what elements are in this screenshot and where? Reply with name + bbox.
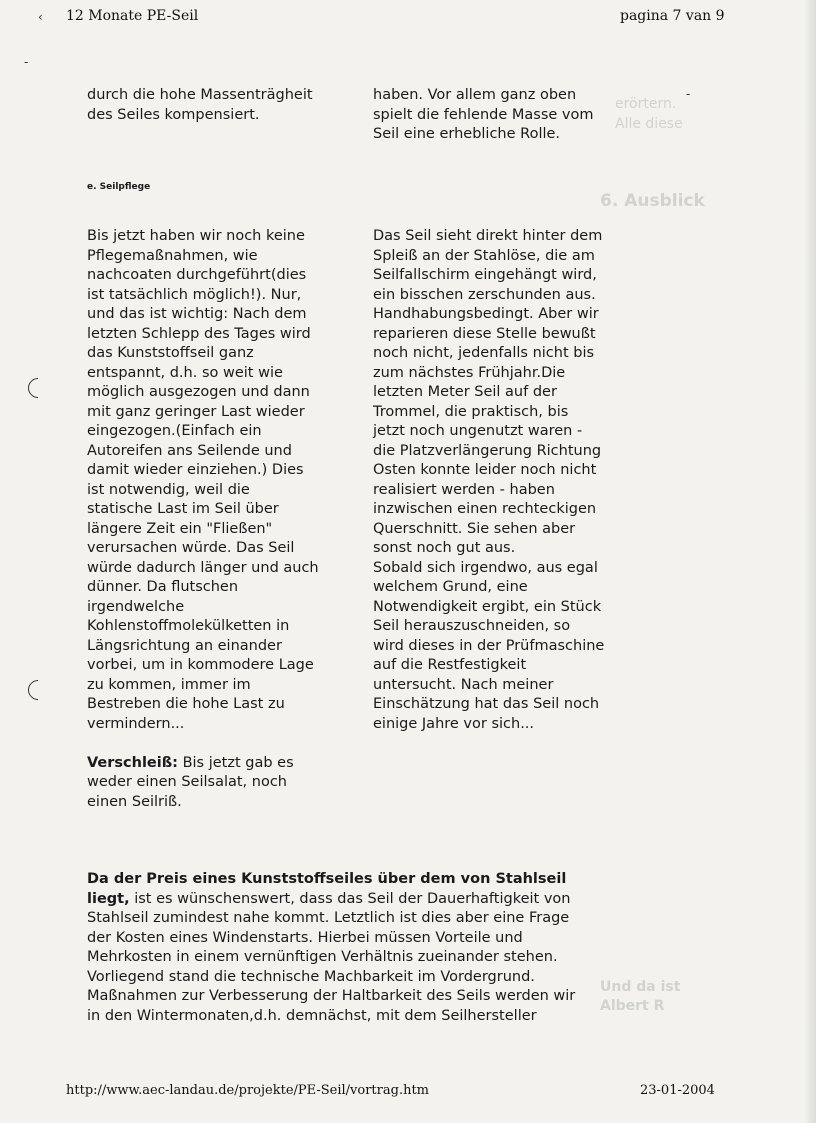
page-edge-shadow [804, 0, 816, 1123]
text-line: inzwischen einen rechteckigen [373, 501, 597, 517]
text-line: welchem Grund, eine [373, 579, 528, 595]
text-line: zu kommen, immer im [87, 676, 251, 693]
text-line: Sobald sich irgendwo, aus egal [373, 559, 598, 576]
bold-lead: Da der Preis eines Kunststoffseiles über dem von Stahlseil [87, 871, 567, 887]
bleed-through-ghost: Albert R [600, 998, 665, 1014]
scan-mark: - [24, 55, 29, 69]
text-line: jetzt noch ungenutzt waren - [373, 423, 583, 439]
text-line: Mehrkosten in einem vernünftigen Verhältnis zueinander stehen. [87, 949, 558, 965]
text-line: ist notwendig, weil die [87, 481, 250, 498]
punch-hole-mark [24, 374, 52, 402]
text-line: wird dieses in der Prüfmaschine [373, 637, 605, 654]
text-line: einige Jahre vor sich... [373, 715, 535, 732]
text-line: reparieren diese Stelle bewußt [373, 325, 596, 342]
text-line: Bestreben die hohe Last zu [87, 696, 285, 712]
text-line: ist es wünschenswert, dass das Seil der Dauerhaftigkeit von [129, 890, 571, 907]
text-line: sonst noch gut aus. [373, 540, 516, 556]
bold-lead-end: liegt, [87, 890, 130, 907]
text-line: Kohlenstoffmolekülketten in [87, 618, 290, 634]
text-line: durch die hohe Massenträgheit [87, 87, 313, 103]
text-line: letzten Schlepp des Tages wird [87, 325, 311, 342]
text-line: Das Seil sieht direkt hinter dem [373, 228, 603, 244]
text-line: damit wieder einziehen.) Dies [87, 462, 304, 478]
bottom-paragraph [87, 870, 687, 1026]
wear-label: Verschleiß: [87, 754, 178, 771]
text-line: Bis jetzt gab es [177, 754, 294, 771]
text-line: Längsrichtung an einander [87, 637, 282, 654]
text-line: ein bisschen zerschunden aus. [373, 286, 596, 303]
header-page-number: pagina 7 van 9 [620, 8, 725, 24]
bleed-through-ghost: Und da ist [600, 979, 681, 995]
text-line: längere Zeit ein "Fließen" [87, 520, 273, 537]
wear-paragraph [87, 754, 377, 774]
left-column [87, 227, 377, 812]
text-line: noch nicht, jedenfalls nicht bis [373, 345, 595, 361]
text-line: spielt die fehlende Masse vom [373, 106, 594, 123]
section-heading: e. Seilpflege [87, 182, 151, 192]
text-line: einen Seilriß. [87, 793, 182, 810]
text-line: Vorliegend stand die technische Machbarkeit im Vordergrund. [87, 968, 535, 985]
text-line: Handhabungsbedingt. Aber wir [373, 306, 599, 322]
top-right-text [373, 86, 663, 145]
text-line: dünner. Da flutschen [87, 579, 239, 595]
text-line: statische Last im Seil über [87, 501, 279, 517]
text-line: ist tatsächlich möglich!). Nur, [87, 286, 302, 303]
text-line: vorbei, um in kommodere Lage [87, 657, 314, 673]
text-line: Einschätzung hat das Seil noch [373, 696, 600, 712]
text-line: Maßnahmen zur Verbesserung der Haltbarkeit des Seils werden wir [87, 988, 576, 1004]
text-line: weder einen Seilsalat, noch [87, 774, 287, 790]
header-title: 12 Monate PE-Seil [66, 8, 199, 24]
text-line: Autoreifen ans Seilende und [87, 442, 292, 459]
text-line: mit ganz geringer Last wieder [87, 403, 305, 420]
text-line: eingezogen.(Einfach ein [87, 423, 262, 439]
text-line: Seil herauszuschneiden, so [373, 618, 571, 634]
footer-date: 23-01-2004 [640, 1083, 715, 1098]
text-line: Bis jetzt haben wir noch keine [87, 228, 305, 244]
text-line: in den Wintermonaten,d.h. demnächst, mit dem Seilhersteller [87, 1007, 537, 1024]
text-line: irgendwelche [87, 598, 185, 615]
top-left-text [87, 86, 377, 125]
footer-url: http://www.aec-landau.de/projekte/PE-Seil/vortrag.htm [66, 1083, 430, 1098]
text-line: Seil eine erhebliche Rolle. [373, 126, 561, 142]
text-line: letzten Meter Seil auf der [373, 384, 557, 400]
text-line: möglich ausgezogen und dann [87, 384, 310, 400]
text-line: Spleiß an der Stahlöse, die am [373, 247, 595, 264]
text-line: Stahlseil zumindest nahe kommt. Letztlich ist dies aber eine Frage [87, 910, 570, 926]
text-line: würde dadurch länger und auch [87, 559, 319, 576]
text-line: der Kosten eines Windenstarts. Hierbei müssen Vorteile und [87, 929, 523, 946]
text-line: Osten konnte leider noch nicht [373, 462, 597, 478]
text-line: nachcoaten durchgeführt(dies [87, 267, 307, 283]
text-line: Notwendigkeit ergibt, ein Stück [373, 598, 602, 615]
right-column [373, 227, 663, 734]
punch-hole-mark [24, 676, 52, 704]
text-line: untersucht. Nach meiner [373, 676, 554, 693]
text-line: vermindern... [87, 715, 185, 732]
text-line: das Kunststoffseil ganz [87, 345, 254, 361]
text-line: Trommel, die praktisch, bis [373, 403, 569, 420]
bleed-through-ghost: erörtern. [615, 96, 677, 112]
scan-mark: - [686, 87, 691, 101]
text-line: entspannt, d.h. so weit wie [87, 364, 283, 381]
text-line: des Seiles kompensiert. [87, 106, 260, 123]
bleed-through-ghost: Alle diese [615, 116, 683, 132]
text-line: Pflegemaßnahmen, wie [87, 247, 258, 264]
scan-mark: ‹ [38, 10, 43, 24]
bleed-through-ghost: 6. Ausblick [600, 191, 705, 211]
text-line: die Platzverlängerung Richtung [373, 442, 602, 459]
text-line: realisiert werden - haben [373, 481, 555, 498]
text-line: Querschnitt. Sie sehen aber [373, 520, 576, 537]
text-line: verursachen würde. Das Seil [87, 540, 295, 556]
text-line: und das ist wichtig: Nach dem [87, 306, 307, 322]
text-line: Seilfallschirm eingehängt wird, [373, 267, 597, 283]
text-line: auf die Restfestigkeit [373, 657, 527, 673]
text-line: haben. Vor allem ganz oben [373, 87, 577, 103]
text-line: zum nächstes Frühjahr.Die [373, 364, 566, 381]
